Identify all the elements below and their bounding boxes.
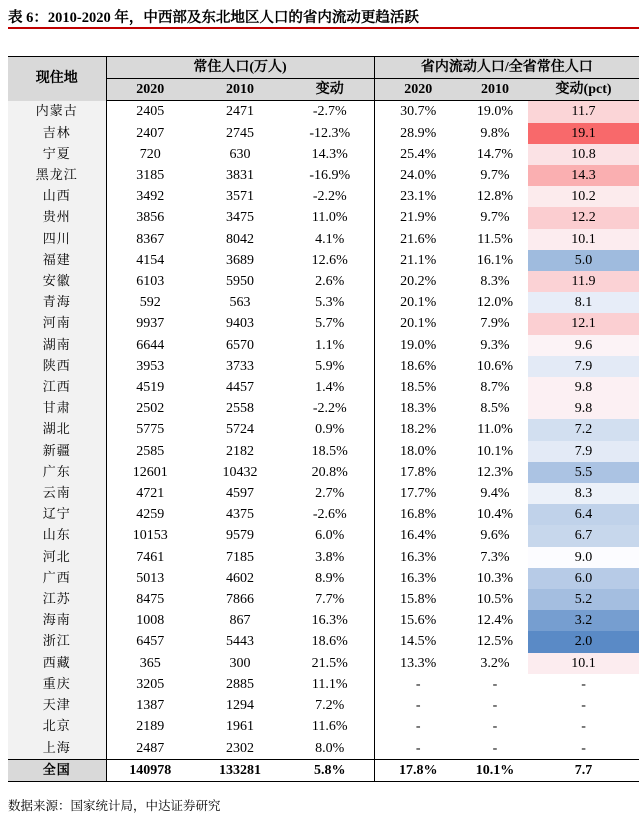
pop-2010-cell: 8042: [226, 231, 254, 247]
header-pop-2010: 2010: [194, 79, 286, 101]
header-ratio-2020: 2020: [374, 79, 462, 101]
table-title: 表 6：2010-2020 年，中西部及东北地区人口的省内流动更趋活跃: [8, 10, 419, 26]
ratio-change-cell: 5.5: [528, 462, 639, 483]
pop-2010-cell: 2302: [226, 740, 254, 756]
ratio-change-cell: 5.2: [528, 589, 639, 610]
ratio-2020-cell: 18.5%: [400, 380, 437, 396]
pop-change-cell: 14.3%: [286, 144, 374, 165]
table-row: [8, 568, 639, 589]
pop-change-cell: 16.3%: [286, 610, 374, 631]
table-row: [8, 207, 639, 228]
ratio-change-cell: 9.0: [528, 547, 639, 568]
table-row: [8, 356, 639, 377]
ratio-change-cell: 3.2: [528, 610, 639, 631]
ratio-change-cell: 10.1: [528, 653, 639, 674]
location-cell: 吉林: [8, 123, 106, 144]
ratio-change-cell: 5.0: [528, 250, 639, 271]
ratio-2020-cell: 18.2%: [400, 422, 437, 438]
ratio-2010-cell: -: [492, 719, 498, 735]
pop-2020-cell: 3856: [136, 210, 165, 226]
ratio-2010-cell: 10.1%: [476, 443, 514, 459]
pop-2010-cell: 2558: [226, 401, 254, 417]
ratio-2020-cell: 16.3%: [400, 570, 437, 586]
table-row: [8, 101, 639, 123]
ratio-2020-cell: -: [415, 719, 421, 735]
ratio-change-cell: 6.0: [528, 568, 639, 589]
pop-2010-cell: 5724: [226, 422, 254, 438]
ratio-change-cell: 10.1: [528, 229, 639, 250]
ratio-2020-cell: 17.7%: [400, 486, 437, 502]
total-ratio-change-cell: 7.7: [528, 759, 639, 781]
ratio-change-cell: 6.7: [528, 525, 639, 546]
pop-2020-cell: 8367: [136, 231, 165, 247]
source-note: 数据来源：国家统计局，中达证券研究: [8, 798, 221, 813]
ratio-change-cell: 11.7: [528, 101, 639, 123]
total-ratio-2020-cell: 17.8%: [374, 759, 462, 781]
table-row: [8, 504, 639, 525]
location-cell: 上海: [8, 738, 106, 760]
pop-change-cell: 6.0%: [286, 525, 374, 546]
table-row: [8, 165, 639, 186]
pop-2010-cell: 5443: [226, 634, 254, 650]
pop-change-cell: 4.1%: [286, 229, 374, 250]
location-cell: 广东: [8, 462, 106, 483]
pop-change-cell: -2.6%: [286, 504, 374, 525]
ratio-2010-cell: 9.6%: [480, 528, 510, 544]
title-rule: [8, 27, 639, 29]
ratio-change-cell: 7.2: [528, 419, 639, 440]
pop-2010-cell: 867: [229, 613, 251, 629]
pop-2020-cell: 5013: [136, 570, 165, 586]
location-cell: 福建: [8, 250, 106, 271]
ratio-change-cell: -: [581, 740, 586, 756]
location-cell: 河北: [8, 547, 106, 568]
pop-2020-cell: 592: [139, 295, 161, 311]
location-cell: 海南: [8, 610, 106, 631]
ratio-2010-cell: 11.0%: [477, 422, 513, 438]
table-row: [8, 271, 639, 292]
ratio-2010-cell: 9.3%: [480, 337, 510, 353]
pop-2020-cell: 2487: [136, 740, 165, 756]
ratio-change-cell: 10.2: [528, 186, 639, 207]
location-cell: 山东: [8, 525, 106, 546]
location-cell: 北京: [8, 716, 106, 737]
location-cell: 四川: [8, 229, 106, 250]
ratio-2020-cell: 23.1%: [400, 189, 437, 205]
ratio-2010-cell: 7.3%: [480, 549, 510, 565]
ratio-change-cell: 10.8: [528, 144, 639, 165]
pop-2010-cell: 2182: [226, 443, 254, 459]
pop-2010-cell: 9579: [226, 528, 254, 544]
location-cell: 湖南: [8, 335, 106, 356]
pop-change-cell: 11.1%: [286, 674, 374, 695]
ratio-change-cell: 14.3: [528, 165, 639, 186]
header-group-population: 常住人口(万人): [106, 57, 374, 79]
ratio-2010-cell: 19.0%: [476, 104, 514, 120]
pop-change-cell: 5.7%: [286, 313, 374, 334]
ratio-change-cell: 8.3: [528, 483, 639, 504]
pop-change-cell: 7.7%: [286, 589, 374, 610]
pop-2020-cell: 1387: [136, 698, 165, 714]
location-cell: 天津: [8, 695, 106, 716]
pop-2020-cell: 1008: [136, 613, 165, 629]
location-cell: 陕西: [8, 356, 106, 377]
ratio-2010-cell: 12.5%: [476, 634, 514, 650]
location-cell: 青海: [8, 292, 106, 313]
ratio-change-cell: 11.9: [528, 271, 639, 292]
pop-2010-cell: 563: [229, 295, 251, 311]
table-row: [8, 738, 639, 760]
pop-change-cell: -12.3%: [286, 123, 374, 144]
ratio-2010-cell: 12.3%: [476, 464, 514, 480]
ratio-change-cell: 12.2: [528, 207, 639, 228]
ratio-change-cell: 2.0: [528, 631, 639, 652]
ratio-2010-cell: 3.2%: [480, 655, 510, 671]
location-cell: 广西: [8, 568, 106, 589]
ratio-2010-cell: 10.4%: [476, 507, 514, 523]
table-row: [8, 589, 639, 610]
pop-change-cell: 21.5%: [286, 653, 374, 674]
pop-change-cell: 8.9%: [286, 568, 374, 589]
ratio-2020-cell: 25.4%: [400, 146, 437, 162]
population-table: [8, 56, 639, 782]
table-row: [8, 144, 639, 165]
total-ratio-2010-cell: 10.1%: [462, 759, 528, 781]
table-row: [8, 631, 639, 652]
ratio-2020-cell: 21.9%: [400, 210, 437, 226]
location-cell: 河南: [8, 313, 106, 334]
pop-change-cell: 11.0%: [286, 207, 374, 228]
ratio-2010-cell: 10.3%: [476, 570, 514, 586]
pop-2020-cell: 6457: [136, 634, 165, 650]
pop-change-cell: 7.2%: [286, 695, 374, 716]
pop-2010-cell: 3689: [226, 252, 254, 268]
total-pop-change-cell: 5.8%: [286, 759, 374, 781]
ratio-2010-cell: 8.3%: [480, 274, 510, 290]
ratio-2020-cell: 16.3%: [400, 549, 437, 565]
ratio-2020-cell: 18.3%: [400, 401, 437, 417]
location-cell: 甘肃: [8, 398, 106, 419]
location-cell: 黑龙江: [8, 165, 106, 186]
ratio-2010-cell: 12.0%: [476, 295, 514, 311]
pop-2020-cell: 7461: [136, 549, 165, 565]
pop-change-cell: 20.8%: [286, 462, 374, 483]
pop-2010-cell: 9403: [226, 316, 254, 332]
location-cell: 江苏: [8, 589, 106, 610]
pop-2010-cell: 3733: [226, 358, 254, 374]
ratio-change-cell: 9.8: [528, 377, 639, 398]
table-row: [8, 695, 639, 716]
pop-change-cell: 18.5%: [286, 441, 374, 462]
pop-2020-cell: 4154: [136, 252, 165, 268]
pop-change-cell: 11.6%: [286, 716, 374, 737]
ratio-2010-cell: 9.8%: [480, 125, 510, 141]
pop-2020-cell: 8475: [136, 592, 165, 608]
pop-2020-cell: 4519: [136, 380, 165, 396]
pop-change-cell: -16.9%: [286, 165, 374, 186]
table-row: [8, 653, 639, 674]
location-cell: 宁夏: [8, 144, 106, 165]
table-row: [8, 419, 639, 440]
pop-change-cell: 3.8%: [286, 547, 374, 568]
table-row: [8, 123, 639, 144]
ratio-2020-cell: 30.7%: [400, 104, 437, 120]
ratio-2010-cell: 8.5%: [480, 401, 510, 417]
ratio-2020-cell: 24.0%: [400, 168, 437, 184]
ratio-2010-cell: -: [492, 676, 498, 692]
table-row: [8, 313, 639, 334]
ratio-2020-cell: 20.1%: [400, 316, 437, 332]
ratio-2010-cell: 16.1%: [476, 252, 514, 268]
pop-2010-cell: 2885: [226, 676, 254, 692]
header-pop-change: 变动: [286, 79, 374, 101]
ratio-2010-cell: 10.5%: [476, 592, 514, 608]
pop-2020-cell: 2502: [136, 401, 165, 417]
ratio-2010-cell: 11.5%: [477, 231, 513, 247]
pop-change-cell: 2.7%: [286, 483, 374, 504]
pop-2020-cell: 2405: [136, 104, 165, 120]
ratio-2020-cell: 19.0%: [400, 337, 437, 353]
ratio-2010-cell: 10.6%: [476, 358, 514, 374]
ratio-2020-cell: -: [415, 698, 421, 714]
ratio-change-cell: -: [581, 719, 586, 735]
ratio-2020-cell: 20.2%: [400, 274, 437, 290]
ratio-2010-cell: 12.8%: [476, 189, 514, 205]
pop-change-cell: 12.6%: [286, 250, 374, 271]
table-row: [8, 441, 639, 462]
pop-2010-cell: 6570: [226, 337, 254, 353]
location-cell: 西藏: [8, 653, 106, 674]
ratio-2010-cell: 9.7%: [480, 168, 510, 184]
table-row: [8, 292, 639, 313]
pop-2020-cell: 9937: [136, 316, 165, 332]
location-cell: 湖北: [8, 419, 106, 440]
ratio-2020-cell: 21.1%: [400, 252, 437, 268]
pop-2010-cell: 3571: [226, 189, 254, 205]
ratio-2010-cell: -: [492, 698, 498, 714]
pop-2020-cell: 2189: [136, 719, 165, 735]
ratio-2010-cell: 14.7%: [476, 146, 514, 162]
pop-change-cell: -2.2%: [286, 186, 374, 207]
ratio-change-cell: 12.1: [528, 313, 639, 334]
pop-2010-cell: 1961: [226, 719, 254, 735]
header-group-migration: 省内流动人口/全省常住人口: [374, 57, 639, 79]
pop-2020-cell: 365: [139, 655, 161, 671]
pop-2010-cell: 3475: [226, 210, 254, 226]
table-row: [8, 483, 639, 504]
pop-change-cell: 5.9%: [286, 356, 374, 377]
ratio-change-cell: 19.1: [528, 123, 639, 144]
ratio-2020-cell: 14.5%: [400, 634, 437, 650]
ratio-change-cell: -: [581, 698, 586, 714]
ratio-2020-cell: 13.3%: [400, 655, 437, 671]
ratio-change-cell: 7.9: [528, 441, 639, 462]
total-pop-2020-cell: 140978: [106, 759, 194, 781]
ratio-2010-cell: 7.9%: [480, 316, 510, 332]
pop-change-cell: 1.1%: [286, 335, 374, 356]
pop-2010-cell: 4602: [226, 570, 254, 586]
pop-2020-cell: 4259: [136, 507, 165, 523]
pop-2020-cell: 3185: [136, 168, 165, 184]
ratio-change-cell: 8.1: [528, 292, 639, 313]
pop-2020-cell: 2407: [136, 125, 165, 141]
ratio-2010-cell: 9.7%: [480, 210, 510, 226]
pop-2010-cell: 5950: [226, 274, 254, 290]
pop-change-cell: 1.4%: [286, 377, 374, 398]
table-body: [8, 101, 639, 782]
pop-2020-cell: 4721: [136, 486, 165, 502]
location-cell: 重庆: [8, 674, 106, 695]
pop-2020-cell: 5775: [136, 422, 165, 438]
header-ratio-change: 变动(pct): [528, 79, 639, 101]
pop-2020-cell: 720: [139, 146, 161, 162]
location-cell: 贵州: [8, 207, 106, 228]
location-cell: 云南: [8, 483, 106, 504]
pop-2020-cell: 3205: [136, 676, 165, 692]
table-row: [8, 229, 639, 250]
pop-2010-cell: 4457: [226, 380, 254, 396]
table-row: [8, 186, 639, 207]
table-row: [8, 398, 639, 419]
pop-change-cell: 18.6%: [286, 631, 374, 652]
ratio-change-cell: 7.9: [528, 356, 639, 377]
ratio-2020-cell: 21.6%: [400, 231, 437, 247]
ratio-2020-cell: -: [415, 740, 421, 756]
ratio-2020-cell: 17.8%: [400, 464, 437, 480]
pop-2010-cell: 630: [229, 146, 251, 162]
ratio-change-cell: 6.4: [528, 504, 639, 525]
ratio-2010-cell: 12.4%: [476, 613, 514, 629]
table-row: [8, 716, 639, 737]
location-cell: 安徽: [8, 271, 106, 292]
ratio-change-cell: -: [581, 676, 586, 692]
pop-change-cell: 5.3%: [286, 292, 374, 313]
table-row: [8, 335, 639, 356]
header-location: 现住地: [8, 57, 106, 101]
location-cell: 辽宁: [8, 504, 106, 525]
ratio-2020-cell: 18.0%: [400, 443, 437, 459]
pop-change-cell: -2.2%: [286, 398, 374, 419]
ratio-2020-cell: -: [415, 676, 421, 692]
pop-change-cell: -2.7%: [286, 101, 374, 123]
pop-2020-cell: 12601: [132, 464, 168, 480]
pop-2020-cell: 6103: [136, 274, 165, 290]
pop-2020-cell: 3492: [136, 189, 165, 205]
table-row: [8, 674, 639, 695]
table-row: [8, 610, 639, 631]
location-cell: 浙江: [8, 631, 106, 652]
pop-2010-cell: 4597: [226, 486, 254, 502]
pop-2020-cell: 10153: [132, 528, 168, 544]
table-row: [8, 462, 639, 483]
table-row: [8, 377, 639, 398]
header-pop-2020: 2020: [106, 79, 194, 101]
location-cell: 内蒙古: [8, 101, 106, 123]
ratio-2020-cell: 16.8%: [400, 507, 437, 523]
total-pop-2010-cell: 133281: [194, 759, 286, 781]
ratio-2020-cell: 20.1%: [400, 295, 437, 311]
pop-2010-cell: 1294: [226, 698, 254, 714]
location-cell: 江西: [8, 377, 106, 398]
ratio-change-cell: 9.6: [528, 335, 639, 356]
ratio-2010-cell: 9.4%: [480, 486, 510, 502]
ratio-2020-cell: 16.4%: [400, 528, 437, 544]
pop-2010-cell: 300: [229, 655, 251, 671]
pop-change-cell: 8.0%: [286, 738, 374, 760]
pop-2010-cell: 10432: [222, 464, 258, 480]
table-row: [8, 525, 639, 546]
location-cell: 新疆: [8, 441, 106, 462]
table-row: [8, 250, 639, 271]
pop-2010-cell: 7866: [226, 592, 254, 608]
pop-2020-cell: 2585: [136, 443, 165, 459]
ratio-2010-cell: -: [492, 740, 498, 756]
pop-2010-cell: 2745: [226, 125, 254, 141]
table-row: [8, 547, 639, 568]
ratio-2020-cell: 15.8%: [400, 592, 437, 608]
ratio-2020-cell: 15.6%: [400, 613, 437, 629]
total-row: [8, 759, 639, 781]
pop-2020-cell: 3953: [136, 358, 165, 374]
pop-change-cell: 2.6%: [286, 271, 374, 292]
pop-2010-cell: 4375: [226, 507, 254, 523]
pop-2010-cell: 2471: [226, 104, 254, 120]
ratio-change-cell: 9.8: [528, 398, 639, 419]
location-cell: 山西: [8, 186, 106, 207]
total-location-cell: 全国: [8, 759, 106, 781]
pop-2010-cell: 3831: [226, 168, 254, 184]
ratio-2010-cell: 8.7%: [480, 380, 510, 396]
pop-2010-cell: 7185: [226, 549, 254, 565]
pop-change-cell: 0.9%: [286, 419, 374, 440]
header-ratio-2010: 2010: [462, 79, 528, 101]
ratio-2020-cell: 18.6%: [400, 358, 437, 374]
pop-2020-cell: 6644: [136, 337, 165, 353]
ratio-2020-cell: 28.9%: [400, 125, 437, 141]
